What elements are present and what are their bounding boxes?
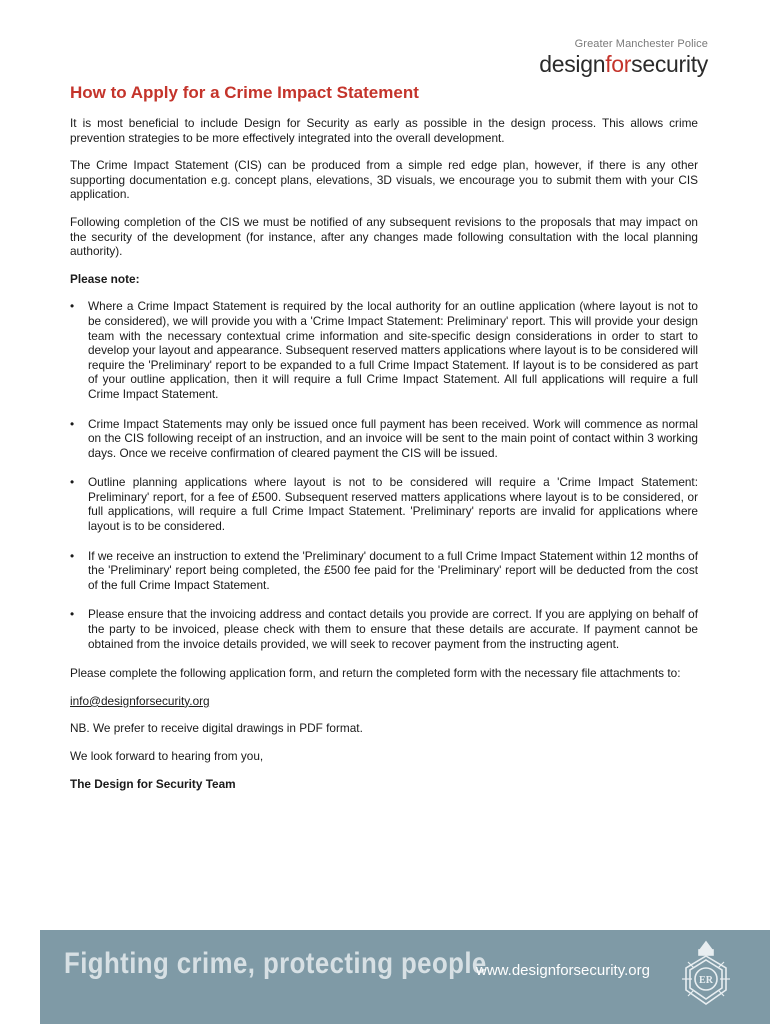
footer-slogan: Fighting crime, protecting people bbox=[64, 947, 487, 980]
bullet-icon: • bbox=[70, 475, 75, 490]
logo-text-design: design bbox=[539, 51, 606, 77]
design-for-security-logo bbox=[539, 53, 708, 76]
instruction-paragraph: Please complete the following application form, and return the completed form with the necessary file attachments to: bbox=[70, 666, 681, 681]
nb-paragraph: NB. We prefer to receive digital drawings in PDF format. bbox=[70, 721, 363, 736]
list-item bbox=[70, 299, 698, 401]
list-item-text: If we receive an instruction to extend the 'Preliminary' document to a full Crime Impact Statement within 12 months of the 'Preliminary' report being completed, the £500 fee paid for the 'Preliminary' report will be deducted from the cost of the full Crime Impact Statement. bbox=[88, 548, 698, 592]
list-item-text: Crime Impact Statements may only be issued once full payment has been received. Work will commence as normal on the CIS following receipt of an instruction, and an invoice will be sent to the main point of contact within 3 working days. Once we receive confirmation of cleared payment the CIS will be issued. bbox=[88, 416, 698, 460]
intro-paragraph: It is most beneficial to include Design for Security as early as possible in the design process. This allows crime prevention strategies to be more effectively integrated into the overall development. bbox=[70, 116, 698, 145]
note-heading: Please note: bbox=[70, 271, 140, 286]
signoff: The Design for Security Team bbox=[70, 776, 236, 791]
page-title: How to Apply for a Crime Impact Statement bbox=[70, 83, 419, 102]
document-body bbox=[70, 116, 698, 804]
bullet-icon: • bbox=[70, 607, 75, 622]
bullet-icon: • bbox=[70, 416, 75, 431]
list-item-text: Please ensure that the invoicing address and contact details you provide are correct. If you are applying on behalf of the party to be invoiced, please check with them to ensure that these details are accurate. If payment cannot be obtained from the invoice details provided, we will seek to recover payment from the instructing agent. bbox=[88, 607, 698, 651]
footer-banner bbox=[40, 930, 770, 1024]
bullet-icon: • bbox=[70, 548, 75, 563]
list-item bbox=[70, 607, 698, 651]
list-item-text: Outline planning applications where layout is not to be considered will require a 'Crime Impact Statement: Preliminary' report, for a fee of £500. Subsequent reserved matters applications where layout is to be considered, or full applications, will require a full Crime Impact Statement. 'Preliminary' reports are invalid for applications where layout is to be considered. bbox=[88, 475, 698, 534]
police-crest-icon bbox=[678, 938, 734, 1008]
cis-paragraph: The Crime Impact Statement (CIS) can be produced from a simple red edge plan, however, if there is any other supporting documentation e.g. concept plans, elevations, 3D visuals, we encourage you to submit them with your CIS application. bbox=[70, 158, 698, 202]
footer-website: www.designforsecurity.org bbox=[476, 962, 650, 979]
notes-list bbox=[70, 299, 698, 651]
list-item bbox=[70, 417, 698, 461]
revisions-paragraph: Following completion of the CIS we must be notified of any subsequent revisions to the proposals that may impact on the security of the development (for instance, after any changes made following consultation with the local planning authority). bbox=[70, 214, 698, 259]
crest-letters: ER bbox=[699, 975, 713, 986]
bullet-icon: • bbox=[70, 299, 75, 314]
email-link[interactable]: info@designforsecurity.org bbox=[70, 693, 210, 708]
look-forward-paragraph: We look forward to hearing from you, bbox=[70, 749, 264, 763]
logo-text-security: security bbox=[631, 51, 708, 77]
logo-text-for: for bbox=[605, 51, 632, 77]
list-item bbox=[70, 475, 698, 533]
org-name: Greater Manchester Police bbox=[574, 38, 708, 50]
header-branding bbox=[539, 38, 708, 76]
list-item-text: Where a Crime Impact Statement is required by the local authority for an outline application (where layout is not to be considered), we will provide you with a 'Crime Impact Statement: Preliminary' report. This will provide your design team with the necessary contextual crime information and site-specific design considerations in order to start to develop your layout and appearance. Subsequent reserved matters applications where layout is to be considered will require the 'Preliminary' report to be expanded to a full Crime Impact Statement. If layout is to be considered as part of your outline application, then it will require a full Crime Impact Statement. All full applications will require a full Crime Impact Statement. bbox=[88, 299, 698, 401]
list-item bbox=[70, 549, 698, 593]
